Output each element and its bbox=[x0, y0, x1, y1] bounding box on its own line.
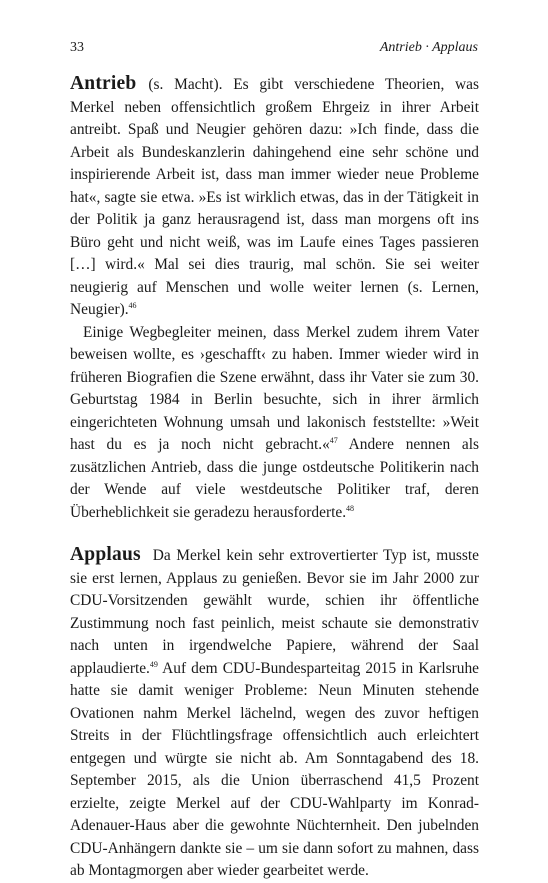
footnote-ref: 48 bbox=[346, 503, 355, 513]
entry-antrieb bbox=[70, 73, 479, 524]
paragraph-text: (s. Macht). Es gibt verschiedene Theorien, was Merkel neben offensichtlich großem Ehrgeiz in ihrer Arbeit antreibt. Spaß und Neugier gehören dazu: »Ich finde, dass die Arbeit als Bundeskanzlerin dahingehend eine sehr schöne und inspirierende Arbeit ist, dass man immer wieder neue Probleme hat«, sagte sie etwa. »Es ist wirklich etwas, das in der Tätigkeit in der Politik ja ganz herausragend ist, dass man morgens oft ins Büro geht und nicht weiß, was im Laufe eines Tages passieren […] wird.« Mal sei dies traurig, mal schön. Sie sei weiter neugierig auf Menschen und wolle weiter lernen (s. Lernen, Neugier). bbox=[70, 76, 479, 318]
entry-paragraph bbox=[70, 322, 479, 525]
entry-applaus bbox=[70, 544, 479, 883]
running-head: Antrieb · Applaus bbox=[379, 40, 478, 55]
page-header bbox=[70, 40, 478, 58]
footnote-ref: 49 bbox=[149, 659, 158, 669]
paragraph-text: Da Merkel kein sehr extrovertierter Typ ist, musste sie erst lernen, Applaus zu genießen. Bevor sie im Jahr 2000 zur CDU-Vorsitzenden gewählt wurde, schien ihr öffentliche Zustimmung noch fast peinlich, meist schaute sie demonstrativ nach unten in irgendwelche Papiere, während der Saal applaudierte. bbox=[70, 547, 479, 677]
page-number: 33 bbox=[70, 40, 84, 55]
page-body bbox=[70, 73, 479, 883]
entry-lemma: Applaus bbox=[70, 544, 141, 565]
footnote-ref: 46 bbox=[128, 301, 137, 310]
paragraph-text: Einige Wegbegleiter meinen, dass Merkel zudem ihrem Vater beweisen wollte, es ›geschafft‹ zu haben. Immer wieder wird in früheren Biografien die Szene erwähnt, dass ihr Vater sie zum 30. Geburtstag 1984 in Berlin besuchte, sich in ihrer ärmlich eingerichteten Wohnung umsah und lakonisch feststellte: »Weit hast du es ja noch nicht gebracht.« bbox=[70, 323, 479, 453]
footnote-ref: 47 bbox=[329, 436, 338, 445]
paragraph-text: Andere nennen als zusätzlichen Antrieb, dass die junge ostdeutsche Politikerin nach der Wende auf viele westdeutsche Politiker traf, deren Überheblichkeit sie geradezu herausforderte. bbox=[70, 436, 479, 521]
paragraph-text: Auf dem CDU-Bundesparteitag 2015 in Karlsruhe hatte sie damit weniger Probleme: Neun Minuten stehende Ovationen nahm Merkel lächelnd, wegen des zuvor heftigen Streits in der Flüchtlingsfrage offensichtlich auch erleichtert entgegen und würgte sie nicht ab. Am Sonntagabend des 18. September 2015, als die Union überraschend 41,5 Prozent erzielte, zeigte Merkel auf der CDU-Wahlparty im Konrad-Adenauer-Haus aber die gewohnte Nüchternheit. Den jubelnden CDU-Anhängern dankte sie – um sie dann sofort zu mahnen, dass ab Montagmorgen aber wieder gearbeitet werde. bbox=[70, 659, 479, 879]
entry-lemma: Antrieb bbox=[70, 73, 137, 94]
entry-paragraph bbox=[70, 544, 479, 883]
entry-paragraph bbox=[70, 73, 479, 322]
